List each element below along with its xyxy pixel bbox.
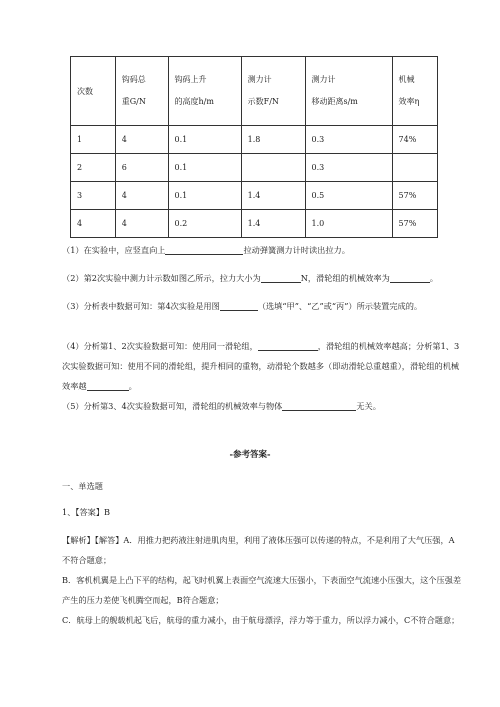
table-cell: 1.4 xyxy=(241,182,305,210)
table-row xyxy=(71,210,438,238)
table-cell: 3 xyxy=(71,182,116,210)
answer-blank[interactable] xyxy=(390,272,430,283)
answer-item-1: 1、【答案】B xyxy=(62,507,111,517)
table-cell xyxy=(392,154,437,182)
table-cell: 74% xyxy=(392,126,437,154)
table-cell: 4 xyxy=(115,210,168,238)
header-cell-force: 测力计 示数F/N xyxy=(241,57,305,126)
table-cell: 0.2 xyxy=(168,210,241,238)
table-cell: 4 xyxy=(115,182,168,210)
table-cell: 4 xyxy=(71,210,116,238)
question-4: （4）分析第1、2次实验数据可知：使用同一滑轮组， ，滑轮组的机械效率越高；分析第1、3次实验数据可知：使用不同的滑轮组，提升相同的重物，动滑轮个数越多（即动滑轮总重越重），滑轮组的机械效率越 。 xyxy=(62,341,460,391)
answer-blank[interactable] xyxy=(165,244,243,255)
header-cell-distance: 测力计 移动距离s/m xyxy=(305,57,392,126)
table-header-row xyxy=(71,57,438,126)
question-3: （3）分析表中数据可知：第4次实验是用图 （选填“甲”、“乙”或“丙”）所示装置完成的。 xyxy=(62,301,423,311)
explanation-paragraph-a: 【解析】【解答】A．用推力把药液注射进肌肉里，利用了液体压强可以传递的特点，不是利用了大气压强，A不符合题意； xyxy=(62,535,455,565)
table-cell: 1 xyxy=(71,126,116,154)
table-cell: 0.3 xyxy=(305,154,392,182)
header-cell-efficiency: 机械 效率η xyxy=(392,57,437,126)
answer-blank[interactable] xyxy=(261,272,301,283)
table-row xyxy=(71,126,438,154)
table-cell: 1.0 xyxy=(305,210,392,238)
explanation-paragraph-b: B．客机机翼是上凸下平的结构，起飞时机翼上表面空气流速大压强小，下表面空气流速小压强大，这个压强差产生的压力差使飞机腾空而起，B符合题意； xyxy=(62,575,462,605)
table-row xyxy=(71,154,438,182)
table-cell: 0.1 xyxy=(168,182,241,210)
question-5: （5）分析第3、4次实验数据可知，滑轮组的机械效率与物体 无关。 xyxy=(62,401,381,411)
table-cell: 6 xyxy=(115,154,168,182)
answer-section-title: -参考答案- xyxy=(229,450,271,460)
header-cell-height: 钩码上升 的高度h/m xyxy=(168,57,241,126)
table-cell: 57% xyxy=(392,182,437,210)
answer-blank[interactable] xyxy=(258,340,318,351)
table-cell: 4 xyxy=(115,126,168,154)
table-cell xyxy=(241,154,305,182)
table-cell: 0.1 xyxy=(168,154,241,182)
answer-blank[interactable] xyxy=(282,400,356,411)
table-cell: 0.1 xyxy=(168,126,241,154)
question-2: （2）第2次实验中测力计示数如图乙所示，拉力大小为 N，滑轮组的机械效率为 。 xyxy=(62,273,438,283)
table-row xyxy=(71,182,438,210)
answer-blank[interactable] xyxy=(220,300,258,311)
header-cell-trial: 次数 xyxy=(71,57,116,126)
experiment-data-table xyxy=(70,56,438,238)
table-cell: 1.8 xyxy=(241,126,305,154)
table-cell: 0.3 xyxy=(305,126,392,154)
table-cell: 0.5 xyxy=(305,182,392,210)
table-cell: 2 xyxy=(71,154,116,182)
question-1: （1）在实验中，应竖直向上 拉动弹簧测力计时读出拉力。 xyxy=(62,245,350,255)
header-cell-weight: 钩码总 重G/N xyxy=(115,57,168,126)
table-cell: 57% xyxy=(392,210,437,238)
table-cell: 1.4 xyxy=(241,210,305,238)
explanation-paragraph-c: C．航母上的舰载机起飞后，航母的重力减小，由于航母漂浮，浮力等于重力，所以浮力减小，C不符合题意； xyxy=(62,615,460,625)
answer-blank[interactable] xyxy=(87,380,129,391)
section-heading: 一、单选题 xyxy=(62,481,103,491)
